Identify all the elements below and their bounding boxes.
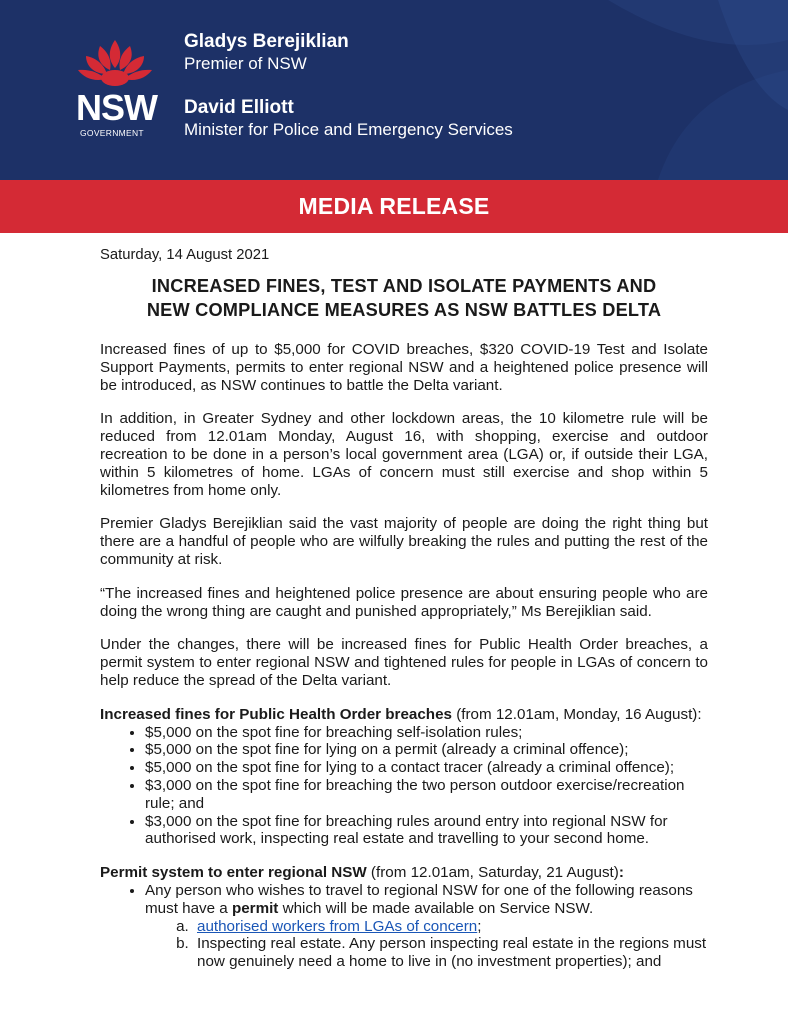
section-heading-bold: Increased fines for Public Health Order breaches [100, 705, 452, 723]
section-heading-bold: Permit system to enter regional NSW [100, 864, 367, 882]
fines-list [100, 724, 708, 849]
permit-list [100, 882, 708, 918]
list-item: • $5,000 on the spot fine for breaching self-isolation rules; [145, 724, 708, 742]
headline-line: NEW COMPLIANCE MEASURES AS NSW BATTLES DELTA [146, 300, 662, 320]
release-headline [100, 274, 708, 322]
reason-item [193, 918, 708, 936]
logo-wordmark: NSW [76, 87, 157, 128]
list-item [145, 882, 708, 918]
release-date: Saturday, 14 August 2021 [100, 247, 270, 263]
minister-title: Minister for Police and Emergency Services [184, 120, 513, 139]
permit-text: which will be made available on Service NSW. [278, 899, 594, 917]
section-heading-suffix: (from 12.01am, Saturday, 21 August) [366, 864, 619, 882]
authorised-workers-link[interactable]: authorised workers from LGAs of concern [197, 917, 478, 935]
nsw-government-logo [70, 38, 160, 138]
paragraph: “The increased fines and heightened police presence are about ensuring people who are doing the wrong thing are caught and punished appropriately,” Ms Berejiklian said. [100, 584, 708, 620]
section-heading-colon: : [618, 864, 624, 882]
section-heading-suffix: (from 12.01am, Monday, 16 August): [451, 705, 702, 723]
paragraph: Under the changes, there will be increased fines for Public Health Order breaches, a permit system to enter regional NSW and tightened rules for people in LGAs of concern to help reduce the spread of the Delta variant. [100, 636, 708, 689]
decorative-arc-pattern [568, 0, 788, 180]
logo-subtext: GOVERNMENT [80, 128, 144, 138]
permit-text: Any person who wishes to travel to regional NSW for one of the following reasons must have a [145, 881, 693, 917]
reason-text: Inspecting real estate. Any person inspecting real estate in the regions must now genuinely need a home to live in (no investment properties); and [197, 935, 707, 971]
minister-block-police [184, 97, 513, 141]
list-item: • $3,000 on the spot fine for breaching rules around entry into regional NSW for authorised work, inspecting real estate and travelling to your second home. [145, 813, 708, 849]
header-banner [0, 0, 788, 180]
list-item: • $3,000 on the spot fine for breaching the two person outdoor exercise/recreation rule; and [145, 777, 708, 813]
reason-text: ; [477, 917, 482, 935]
minister-name: Gladys Berejiklian [184, 31, 349, 52]
list-item: • $5,000 on the spot fine for lying to a contact tracer (already a criminal offence); [145, 759, 708, 777]
headline-line: INCREASED FINES, TEST AND ISOLATE PAYMENTS AND [151, 276, 657, 296]
waratah-flower-icon [70, 38, 160, 94]
paragraph: Premier Gladys Berejiklian said the vast majority of people are doing the right thing but there are a handful of people who are wilfully breaking the rules and putting the rest of the community at risk. [100, 515, 708, 568]
minister-name: David Elliott [184, 97, 294, 118]
paragraph: In addition, in Greater Sydney and other lockdown areas, the 10 kilometre rule will be reduced from 12.01am Monday, August 16, with shopping, exercise and outdoor recreation to be done in a person’s local government area (LGA) or, if outside their LGA, within 5 kilometres of home. LGAs of concern must still exercise and shop within 5 kilometres from home only. [100, 410, 708, 499]
minister-title: Premier of NSW [184, 54, 307, 73]
minister-block-premier [184, 31, 349, 75]
media-release-band: MEDIA RELEASE [0, 180, 788, 233]
paragraph: Increased fines of up to $5,000 for COVID breaches, $320 COVID-19 Test and Isolate Support Payments, permits to enter regional NSW and a heightened police presence will be introduced, as NSW continues to battle the Delta variant. [100, 341, 708, 394]
release-body [100, 246, 708, 971]
permit-bold-word: permit [231, 899, 279, 917]
permit-reasons-list [100, 918, 708, 971]
list-item: • $5,000 on the spot fine for lying on a permit (already a criminal offence); [145, 741, 708, 759]
reason-item [193, 935, 708, 971]
permit-section-heading [100, 864, 708, 882]
fines-section-heading [100, 706, 708, 724]
